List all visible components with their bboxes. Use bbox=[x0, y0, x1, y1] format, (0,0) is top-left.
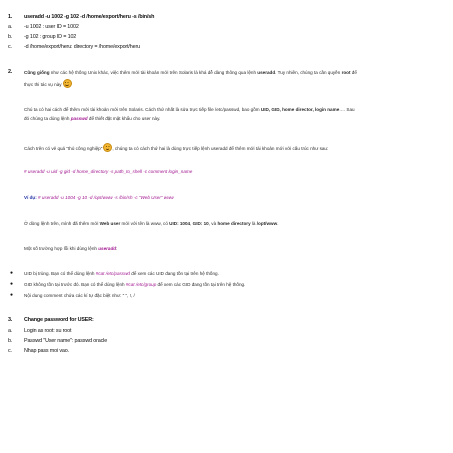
section1-item-a: -u 1002 : user ID = 1002 bbox=[24, 24, 79, 30]
intro-root: root bbox=[341, 70, 351, 75]
intro-cmd: useradd bbox=[257, 70, 276, 75]
explain-t4: , và bbox=[208, 221, 218, 226]
explain-t2: mới với tên là www, có bbox=[120, 221, 170, 226]
explain-b4: home directory bbox=[217, 221, 251, 226]
bullet-icon: ● bbox=[10, 281, 14, 287]
p3-text: Cách trên có vẻ quá "thủ công nghiệp" bbox=[24, 146, 103, 151]
section3-number: 3. bbox=[8, 317, 13, 323]
explain-t3: , bbox=[190, 221, 193, 226]
p2-passwd-cmd: passwd bbox=[70, 116, 88, 121]
smiley-icon-2 bbox=[103, 143, 112, 152]
section1-item-a-marker: a. bbox=[8, 24, 13, 30]
useradd-syntax: # useradd -u uid -g gid -d home_directory -s path_to_shell -c comment login_name bbox=[24, 169, 193, 174]
explain-t6: . bbox=[277, 221, 279, 226]
example-label: Ví dụ: bbox=[24, 195, 39, 200]
section1-heading: useradd -u 1002 -g 102 -d /home/export/heru -s /bin/sh bbox=[24, 14, 155, 20]
bullet-icon: ● bbox=[10, 292, 14, 298]
section1-number: 1. bbox=[8, 14, 13, 20]
explain-t1: Ở dòng lệnh trên, mình đã thêm mới bbox=[24, 221, 100, 226]
errors-intro-cmd: useradd bbox=[98, 246, 117, 251]
bullet3-a: Nội dung comment chứa các kí tự đặc biệt như: " ", !, / bbox=[24, 293, 135, 298]
section3-item-b-marker: b. bbox=[8, 338, 13, 344]
section3-item-c-marker: c. bbox=[8, 348, 12, 354]
section3-heading: Change password for USER: bbox=[24, 317, 94, 323]
section3-item-a-marker: a. bbox=[8, 328, 13, 334]
p2-line1c: …. Sau bbox=[339, 107, 355, 112]
section1-item-b: -g 102 : group ID = 102 bbox=[24, 34, 77, 40]
section1-item-c: -d /home/export/heru: directory = /home/export/heru bbox=[24, 44, 140, 50]
explain-b5: /opt/www bbox=[256, 221, 278, 226]
paragraph-two-line2 bbox=[24, 115, 160, 122]
p2-line1a: Chú ta có hai cách để thêm mới tài khoản mới trên Solaris. Cách thứ nhất là sửa trực tiếp file /etc/passwd, bao gồm bbox=[24, 107, 261, 112]
bullet2-a: GID không tồn tại trước đó. Bạn có thể dùng lệnh bbox=[24, 282, 126, 287]
bullet1-b: để xem các UID đang tồn tại trên hệ thống. bbox=[129, 271, 219, 276]
paragraph-three bbox=[24, 143, 328, 152]
example-cmd: # useradd -u 1004 -g 10 -d /opt/www -s /bin/sh -c "Web User" www bbox=[38, 195, 174, 200]
errors-intro-end: : bbox=[116, 246, 118, 251]
explain-b1: Web user bbox=[99, 221, 121, 226]
intro-text2: . Tuy nhiên, chúng ta cần quyền bbox=[275, 70, 342, 75]
p3-text2: , chúng ta có cách thứ hai là dùng trực tiếp lệnh useradd để thêm mới tài khoản mới với cấu trúc như sau: bbox=[112, 146, 329, 151]
section2-number: 2. bbox=[8, 69, 13, 75]
p2-line2a: đó chúng ta dùng lệnh bbox=[24, 116, 71, 121]
example-line bbox=[24, 194, 174, 201]
p2-line1b: UID, GID, home director, login name bbox=[260, 107, 340, 112]
intro-lead: Cũng giống bbox=[24, 70, 50, 75]
section3-item-b: Passwd "User name": passwd oracle bbox=[24, 338, 108, 344]
explain-t5: là bbox=[250, 221, 257, 226]
bullet1-cmd: #cat /etc/passwd bbox=[95, 271, 130, 276]
intro-text3: để bbox=[350, 70, 357, 75]
explain-b3: GID: 10 bbox=[192, 221, 209, 226]
section3-item-a: Login as root: su root bbox=[24, 328, 72, 334]
section2-intro-line2 bbox=[24, 79, 72, 88]
bullet2-b: để xem các GID đang tồn tại trên hệ thống. bbox=[156, 282, 246, 287]
explain-b2: UID: 1004 bbox=[169, 221, 191, 226]
intro-line2: thực thi tác vụ này bbox=[24, 82, 62, 87]
error-bullet-1 bbox=[24, 270, 219, 277]
section3-item-c: Nhap pass moi vao. bbox=[24, 348, 69, 354]
p2-line2b: để thiết đặt mật khẩu cho user này. bbox=[87, 116, 161, 121]
section1-item-b-marker: b. bbox=[8, 34, 13, 40]
error-bullet-3 bbox=[24, 292, 135, 299]
bullet1-a: UID bị trùng. Bạn có thể dùng lệnh bbox=[24, 271, 96, 276]
errors-intro-text: Một số trường hợp lỗi khi dùng lệnh bbox=[24, 246, 99, 251]
bullet-icon: ● bbox=[10, 270, 14, 276]
bullet2-cmd: #cat /etc/group bbox=[125, 282, 157, 287]
smiley-icon bbox=[63, 79, 72, 88]
section1-item-c-marker: c. bbox=[8, 44, 12, 50]
explain-line bbox=[24, 220, 278, 227]
errors-intro bbox=[24, 245, 117, 252]
paragraph-two-line1 bbox=[24, 106, 355, 113]
intro-text: như các hệ thống Unix khác, việc thêm mới tài khoản mới trên Solaris là khá dễ dàng thông qua lệnh bbox=[49, 70, 258, 75]
error-bullet-2 bbox=[24, 281, 245, 288]
section2-intro-line1 bbox=[24, 69, 357, 76]
